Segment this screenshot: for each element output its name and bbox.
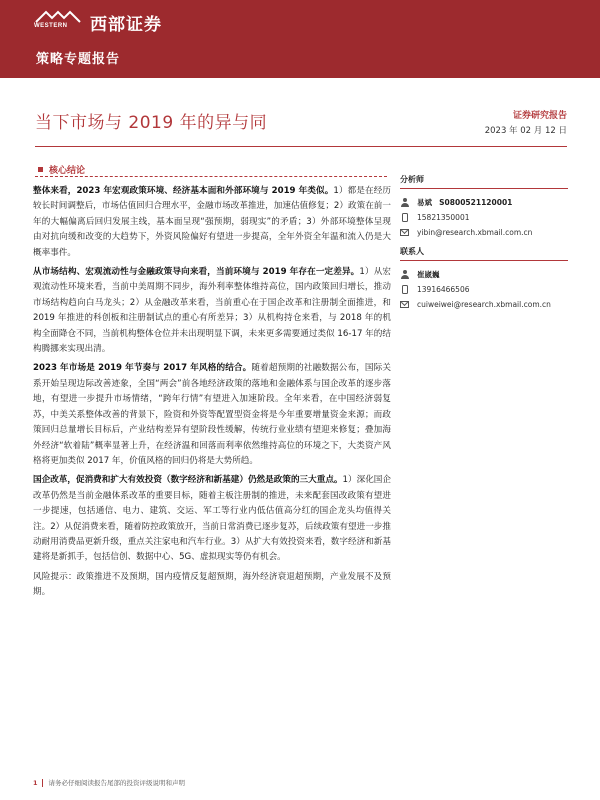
person-icon	[400, 270, 409, 279]
section-bullet-icon	[38, 167, 43, 172]
paragraph-body: 1）都是在经历较长时间调整后，市场估值回归合理水平，金融市场改革推进，加速估值修复；2）政策在前一年的大幅偏离后回归发展主线，基本面呈现“强预期，弱现实”的矛盾；3）外部环境整体呈现由对抗向缓和改变的大趋势下，外资风险偏好有望进一步提高，全年外资全年温和流入仍是大概率事件。	[33, 186, 391, 258]
footer-divider	[42, 779, 43, 787]
paragraph-lead: 从市场结构、宏观流动性与金融政策导向来看，当前环境与 2019 年存在一定差异。	[33, 267, 360, 278]
page-title: 当下市场与 2019 年的异与同	[35, 113, 268, 133]
mail-icon	[400, 301, 409, 308]
main-content	[33, 184, 391, 605]
contact-phone-row	[400, 282, 568, 297]
paragraph	[33, 361, 391, 469]
analyst-phone-row	[400, 210, 568, 225]
contact-name: 崔崴巍	[417, 270, 440, 279]
analyst-cert: S0800521120001	[439, 198, 513, 207]
paragraph-lead: 国企改革，促消费和扩大有效投资（数字经济和新基建）仍然是政策的三大重点。	[33, 475, 343, 486]
report-date: 2023 年 02 月 12 日	[484, 126, 567, 136]
contact-heading: 联系人	[400, 246, 568, 261]
western-logo-icon	[34, 9, 82, 35]
analyst-phone: 15821350001	[417, 213, 470, 222]
risk-warning	[33, 570, 391, 601]
mail-icon	[400, 229, 409, 236]
paragraph	[33, 184, 391, 261]
brand-logo	[34, 9, 162, 35]
paragraph-lead: 2023 年市场是 2019 年节奏与 2017 年风格的结合。	[33, 363, 252, 374]
author-sidebar	[400, 174, 568, 312]
paragraph-body: 随着超预期的社融数据公布，国际关系开始呈现边际改善迹象，全国“两会”前各地经济政策的落地和金融体系与国企改革的逐步落地，有望进一步提升市场情绪，“跨年行情”有望进入加速阶段。全年来看，在中国经济弱复苏，中美关系整体改善的背景下，险资和外资等配置型资金将是今年重要增量资金来源；而政策回归总量增长目标后，产业结构差异有望阶段性缓解，传统行业业绩有望迎来修复；叠加海外经济“软着陆”概率显著上升，在经济温和回落而利率依然维持高位的环境之下，大类资产风格将更加类似 2017 年，价值风格的回归仍将是大势所趋。	[33, 363, 391, 466]
contact-name-row	[400, 267, 568, 282]
phone-icon	[402, 213, 408, 222]
contact-phone: 13916466506	[417, 285, 470, 294]
paragraph-body: 1）从宏观流动性环境来看，当前中美周期不同步，海外利率整体维持高位，国内政策回归增长，推动市场结构趋向白马龙头；2）从金融改革来看，当前重心在于国企改革和注册制全面推进，和 2019 年推进的科创板和注册制试点的重心有所差异；3）从机构持仓来看，与 2018 年的机构全面降仓不同，当前机构整体仓位并未出现明显下调，未来更多需要通过类似 16-17 年的结构腾挪来实现出清。	[33, 267, 391, 355]
analyst-heading: 分析师	[400, 174, 568, 189]
header-banner	[0, 0, 600, 78]
analyst-email[interactable]: yibin@research.xbmail.com.cn	[417, 228, 533, 237]
section-header	[35, 163, 387, 175]
person-icon	[400, 198, 409, 207]
paragraph	[33, 265, 391, 357]
phone-icon	[402, 285, 408, 294]
brand-name-cn: 西部证券	[90, 14, 162, 35]
section-label: 核心结论	[49, 166, 86, 176]
contact-email-row	[400, 297, 568, 312]
paragraph	[33, 473, 391, 565]
contact-email[interactable]: cuiweiwei@research.xbmail.com.cn	[417, 300, 551, 309]
paragraph-body: 1）深化国企改革仍然是当前金融体系改革的重要目标，随着主板注册制的推进，未来配套国改政策有望进一步提速，包括通信、电力、建筑、交运、军工等行业内低估值高分红的国企龙头均值得关注。2）从促消费来看，随着防控政策放开，当前日常消费已逐步复苏，后续政策有望进一步推动耐用消费品更新升级，重点关注家电和汽车行业。3）从扩大有效投资来看，数字经济和新基建将是新抓手，包括信创、数据中心、5G、虚拟现实等仍有机会。	[33, 475, 391, 563]
section-divider	[35, 176, 387, 177]
footer-disclaimer: 请务必仔细阅读报告尾部的投资评级说明和声明	[48, 779, 186, 787]
page-footer	[33, 778, 185, 787]
report-label: 证券研究报告	[512, 111, 567, 121]
analyst-name: 易斌	[417, 198, 432, 207]
brand-name-en: WESTERN	[34, 23, 68, 29]
analyst-email-row	[400, 225, 568, 240]
analyst-name-row	[400, 195, 568, 210]
paragraph-lead: 整体来看，2023 年宏观政策环境、经济基本面和外部环境与 2019 年类似。	[33, 186, 334, 196]
page-number: 1	[33, 778, 38, 787]
paragraph-body: 风险提示：政策推进不及预期，国内疫情反复超预期，海外经济衰退超预期，产业发展不及预期。	[33, 571, 391, 598]
report-type: 策略专题报告	[36, 52, 121, 67]
title-divider	[35, 146, 567, 147]
